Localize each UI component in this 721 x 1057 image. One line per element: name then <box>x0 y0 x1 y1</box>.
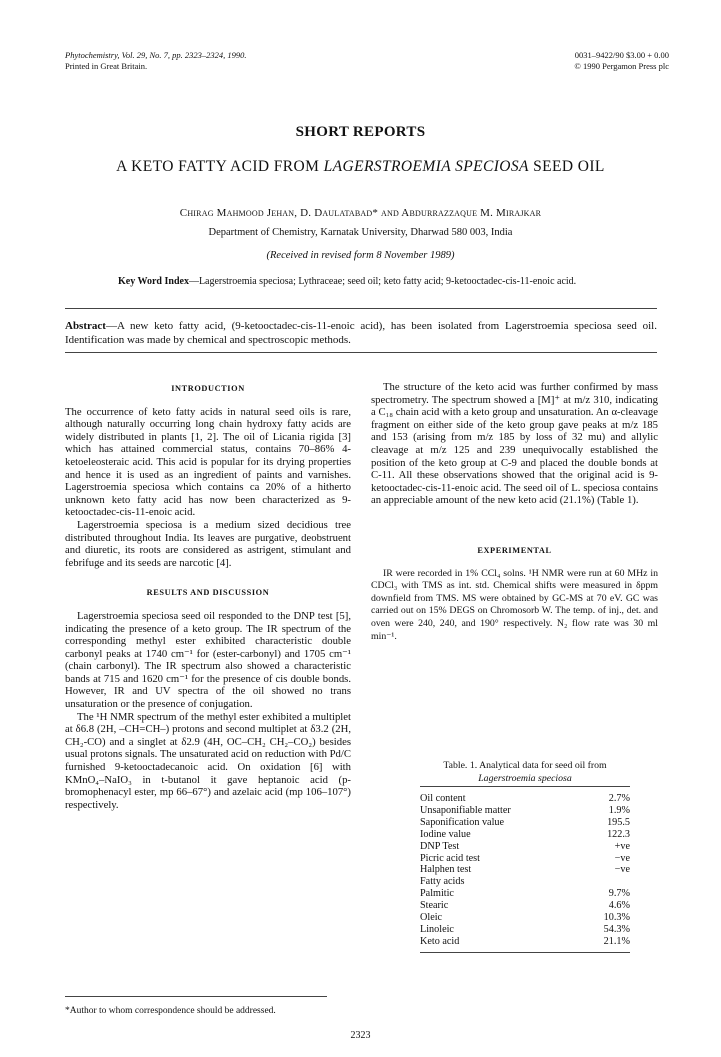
table-row <box>420 841 630 853</box>
table-bottom-rule <box>420 952 630 953</box>
citation-line: Phytochemistry, Vol. 29, No. 7, pp. 2323–2324, 1990. <box>65 50 247 60</box>
table-row-value <box>574 876 630 888</box>
footnote: *Author to whom correspondence should be addressed. <box>65 1006 276 1016</box>
table-row-label: Unsaponifiable matter <box>420 804 511 816</box>
page-number: 2323 <box>350 1030 371 1041</box>
table-row-label: Iodine value <box>420 828 471 840</box>
table-row-value: 122.3 <box>607 828 630 840</box>
table-row <box>420 876 630 888</box>
table-row-label: Keto acid <box>420 935 460 947</box>
table-row <box>420 853 630 865</box>
experimental-heading: EXPERIMENTAL <box>477 545 552 555</box>
results-paragraph-1: Lagerstroemia speciosa seed oil responded to the DNP test [5], indicating the presence of a keto group. The IR spectrum of the corresponding methyl ester exhibited characteristic double carbonyl peaks at 1740 cm⁻¹ for (ester-carbonyl) and 1705 cm⁻¹ (chain carbonyl). The IR spectrum also showed a characteristic bands at 715 and 1620 cm⁻¹ for the presence of cis double bonds. However, IR and UV spectra of the oil showed no trans unsaturation or the presence of conjugation. <box>65 609 351 711</box>
table-row-value: +ve <box>614 840 630 852</box>
table-caption-line-1: Table. 1. Analytical data for seed oil from <box>443 760 607 771</box>
results-paragraph-2: The ¹H NMR spectrum of the methyl ester exhibited a multiplet at δ6.8 (2H, –CH=CH–) protons and second multiplet at δ3.2 (2H, CH₂-CO) and a singlet at δ2.9 (4H, OC–CH₂ CH₂–CO₂) besides usual protons signals. The unsaturated acid on reduction with Pd/C furnished 9-ketooctadecanoic acid. On oxidation [6] with KMnO₄–NaIO₃ in t-butanol it gave heptanoic acid (p-bromophenacyl ester, mp 66–67°) and azelaic acid (mp 106–107°) respectively. <box>65 710 351 811</box>
keyword-text: —Lagerstroemia speciosa; Lythraceae; seed oil; keto fatty acid; 9-ketooctadec-cis-11-enoic acid. <box>188 276 577 287</box>
table-row-value: 10.3% <box>603 912 630 924</box>
section-heading: SHORT REPORTS <box>295 124 426 140</box>
abstract <box>65 319 657 347</box>
printed-in-line: Printed in Great Britain. <box>65 61 148 71</box>
table-row-value: 54.3% <box>603 923 630 935</box>
table-row-label: Picric acid test <box>420 852 480 864</box>
left-column <box>65 383 351 811</box>
author-list: Chirag Mahmood Jehan, D. Daulatabad* and Abdurrazzaque M. Mirajkar <box>179 207 542 219</box>
keyword-label: Key Word Index <box>118 276 189 287</box>
table-top-rule <box>420 786 630 787</box>
table-row-label: Palmitic <box>420 888 454 900</box>
title-pre: A KETO FATTY ACID FROM <box>116 158 324 175</box>
title-species: LAGERSTROEMIA SPECIOSA <box>323 158 529 175</box>
table-row <box>420 864 630 876</box>
table-body <box>420 793 630 948</box>
price-code: 0031–9422/90 $3.00 + 0.00 <box>574 50 669 60</box>
introduction-paragraph-2: Lagerstroemia speciosa is a medium sized decidious tree distributed throughout India. Its leaves are purgative, deobstruent and diuretic, its roots are considered as astrigent, stimulant and febrifuge and its seeds are narcotic [4]. <box>65 518 351 569</box>
table-row-value: −ve <box>614 864 630 876</box>
table-row <box>420 888 630 900</box>
divider-top <box>65 308 657 309</box>
table-row <box>420 829 630 841</box>
right-column <box>371 381 658 643</box>
experimental-paragraph: IR were recorded in 1% CCl₄ solns. ¹H NMR were run at 60 MHz in CDCl₃ with TMS as int. std. Chemical shifts were measured in δppm downfield from TMS. MS were obtained by GC-MS at 70 eV. GC was carried out on 15% DEGS on Chromosorb W. The temp. of inj., det. and oven were 240, 240, and 190° respectively. N₂ flow rate was 30 ml min⁻¹. <box>371 567 658 642</box>
table-caption <box>420 759 630 785</box>
divider-bottom <box>65 352 657 353</box>
table-row <box>420 805 630 817</box>
table-row <box>420 793 630 805</box>
affiliation: Department of Chemistry, Karnatak University, Dharwad 580 003, India <box>208 227 513 238</box>
table-row-value: 4.6% <box>608 900 630 912</box>
keyword-index <box>118 276 576 287</box>
table-row <box>420 817 630 829</box>
publisher-info <box>574 50 669 72</box>
introduction-paragraph-1: The occurrence of keto fatty acids in natural seed oils is rare, although naturally occurring long chain hydroxy fatty acids are widely distributed in plants [1, 2]. The oil of Licania rigida [3] which has attained commercial status, contains 70–86% 4-ketoeleosteraic acid. This acid is popular for its drying properties and hence it is used as an ingredient of paints and varnishes. Lagerstroemia speciosa which contains ca 20% of a hitherto unknown keto fatty acid has now been characterized as 9-ketooctadec-cis-11-enoic acid. <box>65 405 351 519</box>
table-caption-line-2: Lagerstroemia speciosa <box>478 773 572 784</box>
received-date: (Received in revised form 8 November 1989) <box>266 250 455 261</box>
table-row-value: −ve <box>614 852 630 864</box>
abstract-text: —A new keto fatty acid, (9-ketooctadec-cis-11-enoic acid), has been isolated from Lagerstroemia speciosa seed oil. Identification was made by chemical and spectroscopic methods. <box>65 320 657 346</box>
table-row-value: 1.9% <box>608 804 630 816</box>
table-row-label: Halphen test <box>420 864 472 876</box>
introduction-heading: INTRODUCTION <box>171 384 245 393</box>
results-heading: RESULTS AND DISCUSSION <box>146 588 270 598</box>
footnote-rule <box>65 996 327 997</box>
table-row-label: Linoleic <box>420 923 454 935</box>
table-row-label: Oleic <box>420 912 443 924</box>
analytical-data-table <box>420 786 630 953</box>
table-row-label: Saponification value <box>420 816 505 828</box>
table-row <box>420 900 630 912</box>
copyright-line: © 1990 Pergamon Press plc <box>574 61 669 71</box>
table-row-label: Stearic <box>420 900 449 912</box>
table-row-value: 195.5 <box>607 816 630 828</box>
table-row-value: 9.7% <box>608 888 630 900</box>
table-row-label: Fatty acids <box>420 876 465 888</box>
table-row <box>420 936 630 948</box>
table-row-value: 2.7% <box>608 793 630 804</box>
mass-spec-paragraph: The structure of the keto acid was further confirmed by mass spectrometry. The spectrum showed a [M]⁺ at m/z 310, indicating a C₁₈ chain acid with a keto group and unsaturation. An α-cleavage fragment on either side of the keto group gave peaks at m/z 185 and 153 (arising from m/z 185 by loss of 32 mu) and allylic cleavage at m/z 125 and 239 unequivocally established the position of the keto group at C-9 and placed the double bonds at C-11. All these observations showed that the original acid is 9-ketooctadec-cis-11-enoic acid. The seed oil of L. speciosa contains an appreciable amount of the new keto acid (21.1%) (Table 1). <box>371 381 658 507</box>
abstract-label: Abstract <box>65 320 106 332</box>
table-row <box>420 912 630 924</box>
title-post: SEED OIL <box>528 158 605 175</box>
table-row <box>420 924 630 936</box>
table-row-label: DNP Test <box>420 840 460 852</box>
journal-citation <box>65 50 247 72</box>
table-row-label: Oil content <box>420 793 466 804</box>
paper-title <box>0 158 721 176</box>
table-row-value: 21.1% <box>603 935 630 947</box>
